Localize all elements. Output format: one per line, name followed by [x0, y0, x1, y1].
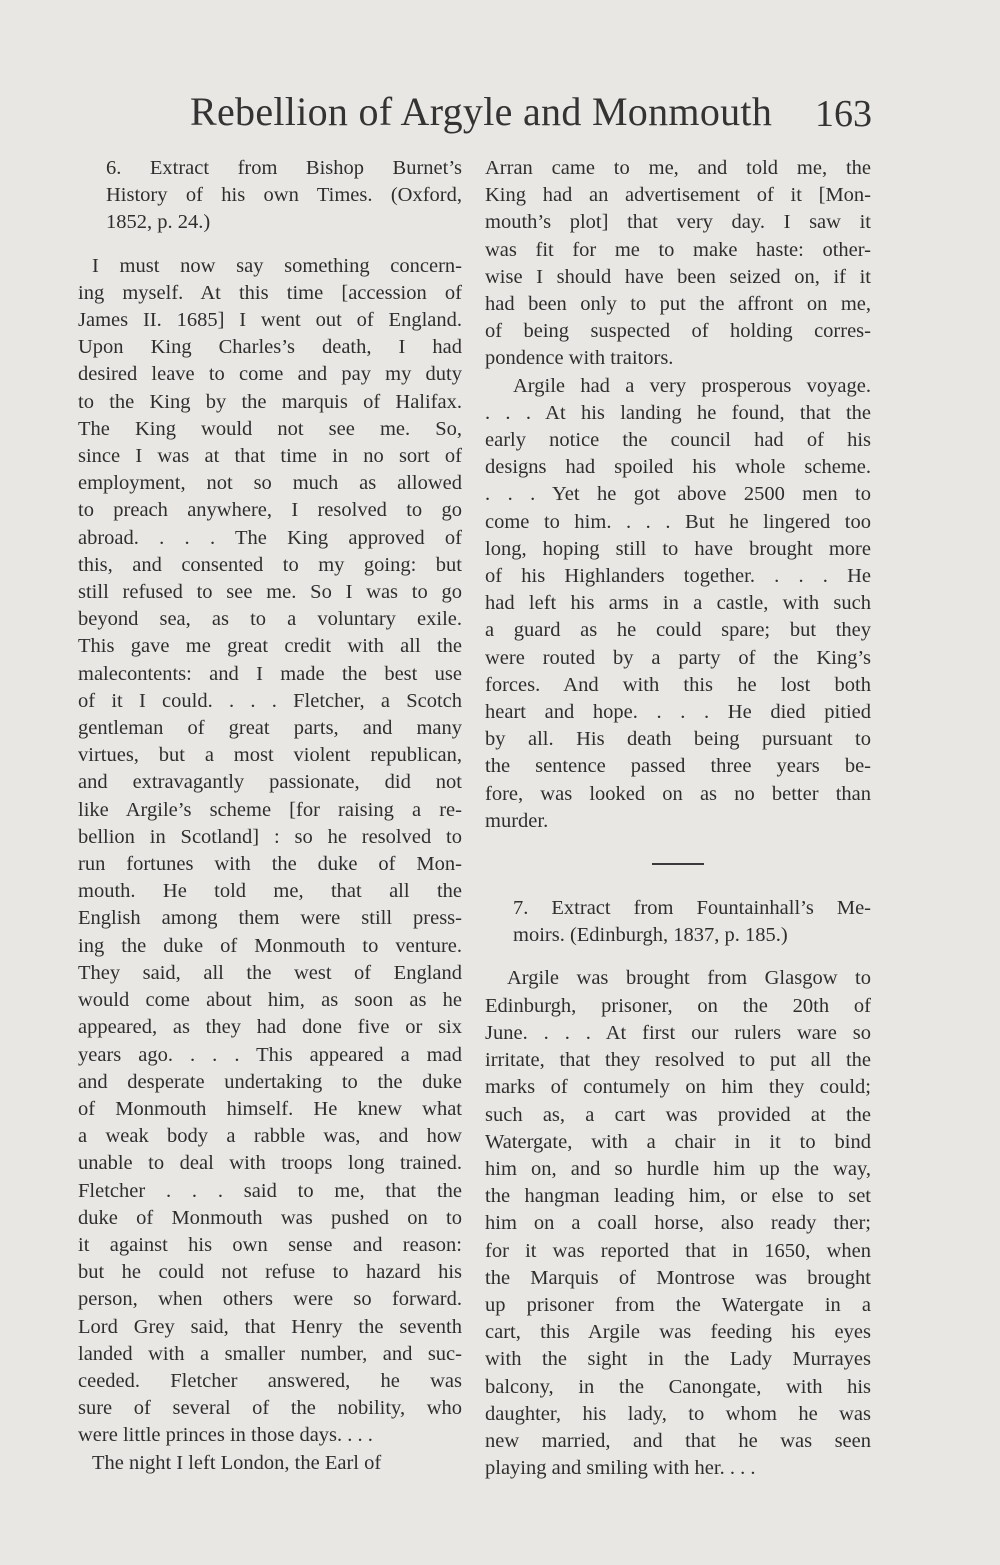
text-line: it against his own sense and reason:	[78, 1233, 462, 1256]
text-line: up prisoner from the Watergate in a	[485, 1293, 871, 1316]
text-line: playing and smiling with her. . . .	[485, 1457, 756, 1480]
text-line: English among them were still press-	[78, 907, 462, 930]
section-divider	[652, 863, 704, 865]
text-line: and desperate undertaking to the duke	[78, 1070, 462, 1093]
text-line: since I was at that time in no sort of	[78, 445, 462, 468]
text-line: to the King by the marquis of Halifax.	[78, 390, 462, 413]
text-line: had been only to put the affront on me,	[485, 293, 871, 316]
text-line: of Monmouth himself. He knew what	[78, 1097, 462, 1120]
text-line: irritate, that they resolved to put all the	[485, 1049, 871, 1072]
text-line: Watergate, with a chair in it to bind	[485, 1130, 871, 1153]
heading-line: History of his own Times. (Oxford,	[106, 184, 462, 207]
text-line: abroad. . . . The King approved of	[78, 526, 462, 549]
text-line: person, when others were so forward.	[78, 1288, 462, 1311]
text-line: ing the duke of Monmouth to venture.	[78, 934, 462, 957]
text-line: They said, all the west of England	[78, 961, 462, 984]
text-line: This gave me great credit with all the	[78, 635, 462, 658]
text-line: gentleman of great parts, and many	[78, 717, 462, 740]
right-column	[485, 155, 871, 1482]
text-line: still refused to see me. So I was to go	[78, 581, 462, 604]
extract-7-heading	[485, 895, 871, 949]
text-line: were routed by a party of the King’s	[485, 646, 871, 669]
burnet-paragraph	[78, 253, 462, 1450]
text-line: this, and consented to my going: but	[78, 553, 462, 576]
burnet-continuation-paragraph	[485, 155, 871, 373]
text-line: landed with a smaller number, and suc-	[78, 1342, 462, 1365]
text-line: daughter, his lady, to whom he was	[485, 1402, 871, 1425]
text-line: ing myself. At this time [accession of	[78, 281, 462, 304]
text-line: . . . Yet he got above 2500 men to	[485, 483, 871, 506]
page-header	[0, 88, 1000, 148]
text-line: murder.	[485, 809, 549, 832]
text-line: of his Highlanders together. . . . He	[485, 565, 871, 588]
text-line: Lord Grey said, that Henry the seventh	[78, 1315, 462, 1338]
text-line: him on a coall horse, also ready ther;	[485, 1212, 871, 1235]
text-line: run fortunes with the duke of Mon-	[78, 853, 462, 876]
text-line: balcony, in the Canongate, with his	[485, 1375, 871, 1398]
text-line: marks of contumely on him they could;	[485, 1076, 871, 1099]
text-line: King had an advertisement of it [Mon-	[485, 184, 871, 207]
text-line: forces. And with this he lost both	[485, 673, 871, 696]
extract-6-heading	[78, 155, 462, 237]
heading-line: 1852, p. 24.)	[106, 211, 211, 234]
heading-line: 7. Extract from Fountainhall’s Me-	[513, 897, 871, 920]
page-number: 163	[815, 93, 872, 135]
text-line: fore, was looked on as no better than	[485, 782, 871, 805]
text-line: but he could not refuse to hazard his	[78, 1261, 462, 1284]
text-line: was fit for me to make haste: other-	[485, 238, 871, 261]
text-line: The night I left London, the Earl of	[92, 1451, 382, 1474]
text-line: appeared, as they had done five or six	[78, 1016, 462, 1039]
text-line: wise I should have been seized on, if it	[485, 265, 871, 288]
text-line: and extravagantly passionate, did not	[78, 771, 462, 794]
text-line: virtues, but a most violent republican,	[78, 744, 462, 767]
text-line: desired leave to come and pay my duty	[78, 363, 462, 386]
text-line: employment, not so much as allowed	[78, 472, 462, 495]
heading-line: moirs. (Edinburgh, 1837, p. 185.)	[513, 924, 788, 947]
left-column	[78, 155, 462, 1477]
text-line: new married, and that he was seen	[485, 1429, 871, 1452]
text-line: such as, a cart was provided at the	[485, 1103, 871, 1126]
text-line: Argile was brought from Glasgow to	[507, 967, 871, 990]
text-line: James II. 1685] I went out of England.	[78, 309, 462, 332]
burnet-final-paragraph	[78, 1450, 462, 1477]
text-line: Edinburgh, prisoner, on the 20th of	[485, 994, 871, 1017]
fountainhall-paragraph	[485, 965, 871, 1482]
text-line: come to him. . . . But he lingered too	[485, 510, 871, 533]
text-line: Fletcher . . . said to me, that the	[78, 1179, 462, 1202]
text-line: would come about him, as soon as he	[78, 989, 462, 1012]
text-line: Upon King Charles’s death, I had	[78, 336, 462, 359]
text-line: like Argile’s scheme [for raising a re-	[78, 798, 462, 821]
text-line: malecontents: and I made the best use	[78, 662, 462, 685]
text-line: designs had spoiled his whole scheme.	[485, 456, 871, 479]
text-line: . . . At his landing he found, that the	[485, 401, 871, 424]
text-line: duke of Monmouth was pushed on to	[78, 1206, 462, 1229]
text-line: cart, this Argile was feeding his eyes	[485, 1321, 871, 1344]
text-line: for it was reported that in 1650, when	[485, 1239, 871, 1262]
text-line: unable to deal with troops long trained.	[78, 1152, 462, 1175]
text-line: mouth’s plot] that very day. I saw it	[485, 211, 871, 234]
text-line: with the sight in the Lady Murrayes	[485, 1348, 871, 1371]
text-line: Argile had a very prosperous voyage.	[513, 374, 871, 397]
text-line: beyond sea, as to a voluntary exile.	[78, 608, 462, 631]
text-line: bellion in Scotland] : so he resolved to	[78, 825, 462, 848]
text-line: I must now say something concern-	[92, 254, 462, 277]
text-line: by all. His death being pursuant to	[485, 728, 871, 751]
text-line: were little princes in those days. . . .	[78, 1424, 373, 1447]
text-line: pondence with traitors.	[485, 347, 674, 370]
text-line: him on, and so hurdle him up the way,	[485, 1157, 871, 1180]
text-line: a weak body a rabble was, and how	[78, 1125, 462, 1148]
argile-voyage-paragraph	[485, 373, 871, 835]
text-line: long, hoping still to have brought more	[485, 537, 871, 560]
text-line: to preach anywhere, I resolved to go	[78, 499, 462, 522]
text-line: June. . . . At first our rulers ware so	[485, 1021, 871, 1044]
text-line: of being suspected of holding corres-	[485, 320, 871, 343]
text-line: heart and hope. . . . He died pitied	[485, 701, 871, 724]
heading-line: 6. Extract from Bishop Burnet’s	[106, 157, 462, 179]
text-line: years ago. . . . This appeared a mad	[78, 1043, 462, 1066]
text-line: ceeded. Fletcher answered, he was	[78, 1369, 462, 1392]
text-line: early notice the council had of his	[485, 429, 871, 452]
text-line: a guard as he could spare; but they	[485, 619, 871, 642]
text-line: the sentence passed three years be-	[485, 755, 871, 778]
text-line: the Marquis of Montrose was brought	[485, 1266, 871, 1289]
text-line: sure of several of the nobility, who	[78, 1397, 462, 1420]
text-line: Arran came to me, and told me, the	[485, 157, 871, 179]
text-line: The King would not see me. So,	[78, 417, 462, 440]
text-line: mouth. He told me, that all the	[78, 880, 462, 903]
text-line: of it I could. . . . Fletcher, a Scotch	[78, 689, 462, 712]
text-line: the hangman leading him, or else to set	[485, 1185, 871, 1208]
page-title: Rebellion of Argyle and Monmouth	[190, 89, 773, 134]
text-line: had left his arms in a castle, with such	[485, 592, 871, 615]
